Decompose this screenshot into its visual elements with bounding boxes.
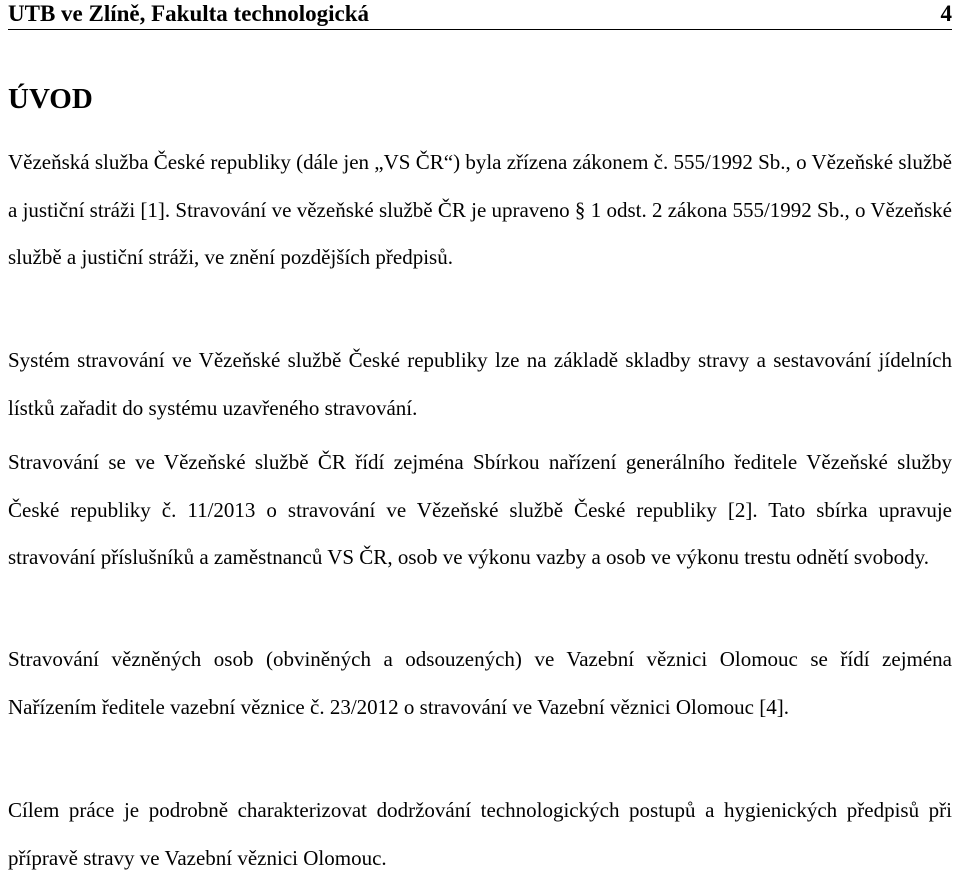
paragraph-5: Cílem práce je podrobně charakterizovat dodržování technologických postupů a hygienických předpisů při přípravě stravy ve Vazební věznici Olomouc.	[8, 798, 952, 870]
paragraph-4: Stravování vězněných osob (obviněných a odsouzených) ve Vazební věznici Olomouc se řídí zejména Nařízením ředitele vazební věznice č. 23/2012 o stravování ve Vazební věznici Olomouc [4].	[8, 647, 952, 719]
paragraph-3: Stravování se ve Vězeňské službě ČR řídí zejména Sbírkou nařízení generálního ředitele Vězeňské služby České republiky č. 11/2013 o stravování ve Vězeňské službě České republiky [2]. Tato sbírka upravuje stravování příslušníků a zaměstnanců VS ČR, osob ve výkonu vazby a osob ve výkonu trestu odnětí svobody.	[8, 450, 952, 569]
header-divider	[8, 29, 952, 30]
section-heading: ÚVOD	[8, 83, 93, 115]
page-number: 4	[940, 1, 952, 26]
paragraph-2: Systém stravování ve Vězeňské službě České republiky lze na základě skladby stravy a sestavování jídelních lístků zařadit do systému uzavřeného stravování.	[8, 348, 952, 420]
running-header	[8, 0, 952, 30]
header-title: UTB ve Zlíně, Fakulta technologická	[8, 1, 369, 26]
paragraph-1: Vězeňská služba České republiky (dále jen „VS ČR“) byla zřízena zákonem č. 555/1992 Sb., o Vězeňské službě a justiční stráži [1]. Stravování ve vězeňské službě ČR je upraveno § 1 odst. 2 zákona 555/1992 Sb., o Vězeňské službě a justiční stráži, ve znění pozdějších předpisů.	[8, 150, 952, 269]
